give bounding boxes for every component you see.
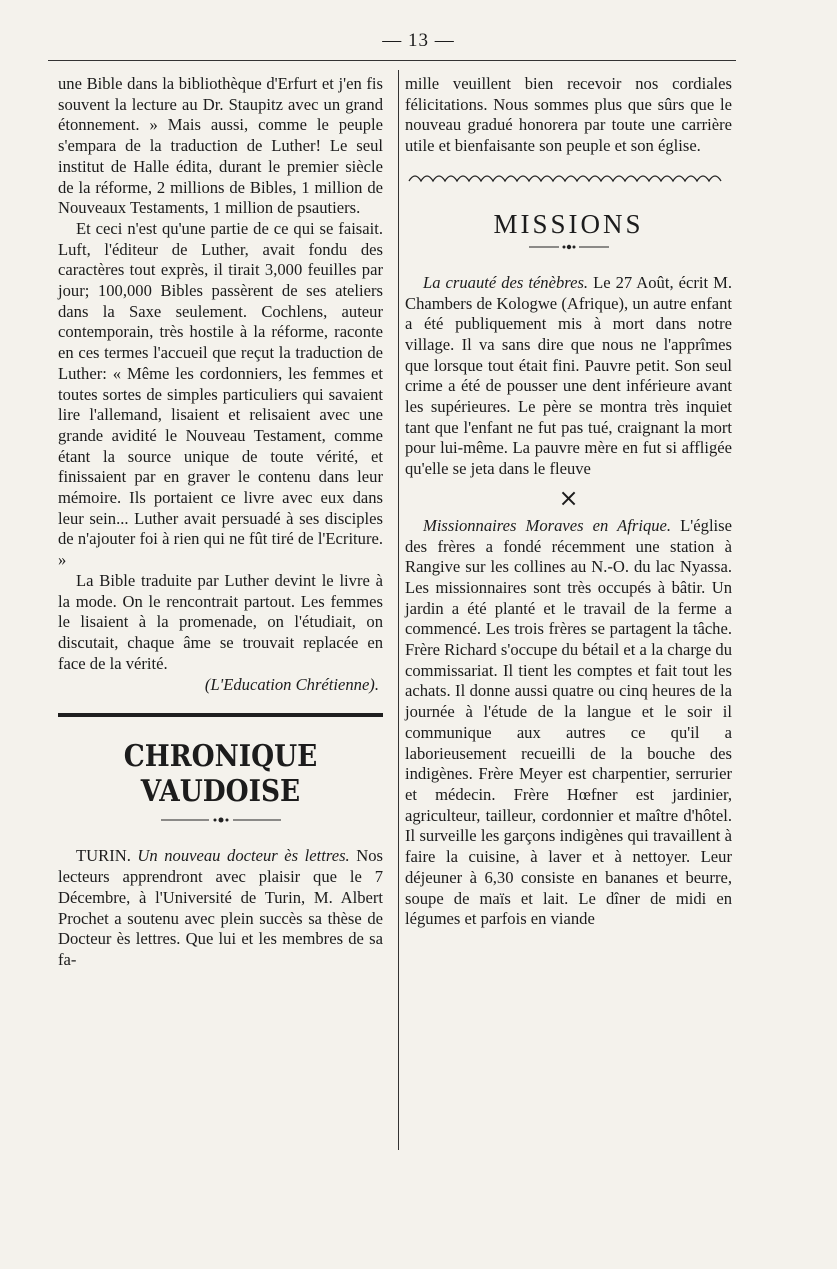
moraves-text: L'église des frères a fondé récemment une station à Rangive sur les collines au N.-O. du lac Nyassa. Les missionnaires sont très occupés à bâtir. Un jardin a été planté et le travail de la ferme a commencé. Les trois frères se partagent la tâche. Frère Richard s'occupe du bétail et a la charge du commissariat. Il tient les comptes et fait tout les achats. Il donne aussi quatre ou cinq heures de la journée à l'étude de la langue et le soir il communique aux autres ce qu'il a laborieusement recueilli de la bouche des indigènes. Frère Meyer est charpentier, serrurier et médecin. Frère Hœfner est jardinier, agriculteur, tailleur, cordonnier et maître d'hôtel. Il surveille les garçons indigènes qui travaillent à faire la cuisine, à laver et à nettoyer. Leur déjeuner à 6,30 consiste en bananes et beurre, soupe de maïs et lait. Le dîner de midi en légumes et parfois en viande [405,515,732,929]
ornament-icon [529,242,609,252]
paragraph-moraves [405,516,732,930]
turin-text: Nos lecteurs apprendront avec plaisir que le 7 Décembre, à l'Université de Turin, M. Albert Prochet a soutenu avec plein succès sa thèse de Docteur ès lettres. Que lui et les membres de sa fa- [58,846,383,969]
column-divider [398,70,399,1150]
title-ornament [58,815,383,828]
turin-lead: TURIN. [76,846,131,866]
section-divider [58,713,383,717]
wave-ornament-rule [405,167,732,189]
left-column [58,74,383,971]
moraves-headline: Missionnaires Moraves en Afrique. [423,515,672,535]
right-column [405,74,732,930]
missions-ornament [405,242,732,255]
cruaute-text: Le 27 Août, écrit M. Chambers de Kologwe (Afrique), un autre enfant a été publiquement mis à mort dans notre village. Il va sans dire que nous ne l'apprîmes que lorsque tout était fini. Pauvre petit. Son seul crime a été de pousser une dent inférieure avant les supérieures. Le père se montra très inquiet tant que l'enfant ne fut pas tué, craignant la mort pour lui-même. La pauvre mère en fut si affligée qu'elle se jeta dans le fleuve [405,272,732,479]
ornament-icon [161,815,281,825]
paragraph-bible-mode: La Bible traduite par Luther devint le livre à la mode. On le rencontrait partout. Les femmes le lisaient à la promenade, on l'étudiait, on discutait, chaque âme se trouvait replacée en face de la vérité. [58,570,383,673]
paragraph-turin [58,846,383,970]
paragraph-bible-erfurt: une Bible dans la bibliothèque d'Erfurt et j'en fis souvent la lecture au Dr. Staupitz avec un grand étonnement. » Mais aussi, comme le peuple s'empara de la traduction de Luther! Le seul institut de Halle édita, durant le premier siècle de la réforme, 2 millions de Bibles, 1 million de Nouveaux Testaments, 1 million de psautiers. [58,74,383,218]
section-title-chronique: CHRONIQUE VAUDOISE [123,739,318,810]
paragraph-felicitations: mille veuillent bien recevoir nos cordiales félicitations. Nous sommes plus que sûrs que le nouveau gradué honorera par toute une carrière utile et bienfaisante son peuple et son église. [405,74,732,156]
citation: (L'Education Chrétienne). [204,675,379,695]
top-rule [48,60,736,61]
cross-separator-icon: × [558,483,579,512]
turin-headline: Un nouveau docteur ès lettres. [137,846,350,866]
page-number: — 13 — [382,30,455,51]
cruaute-headline: La cruauté des ténèbres. [423,272,589,292]
wave-ornament-icon [405,167,732,189]
paragraph-luft: Et ceci n'est qu'une partie de ce qui se faisait. Luft, l'éditeur de Luther, avait fondu des caractères tout exprès, il tirait 3,000 feuilles par jour; 100,000 Bibles passèrent de ses ateliers dans la Saxe seulement. Cochlens, auteur contemporain, très hostile à la réforme, raconte en ces termes l'accueil que reçut la traduction de Luther: « Même les cordonniers, les femmes et toutes sortes de simples particuliers qui savaient lire l'allemand, lisaient et relisaient avec une grande avidité le Nouveau Testament, comme étant la source unique de toute vérité, et finissaient par en graver le contenu dans leur mémoire. Ils portaient ce livre avec eux dans leur sein... Luther avait persuadé à ses disciples de n'ajouter foi à rien qui ne fût tiré de l'Ecriture. » [58,218,383,570]
section-title-missions: MISSIONS [493,208,644,239]
paragraph-cruaute [405,273,732,480]
